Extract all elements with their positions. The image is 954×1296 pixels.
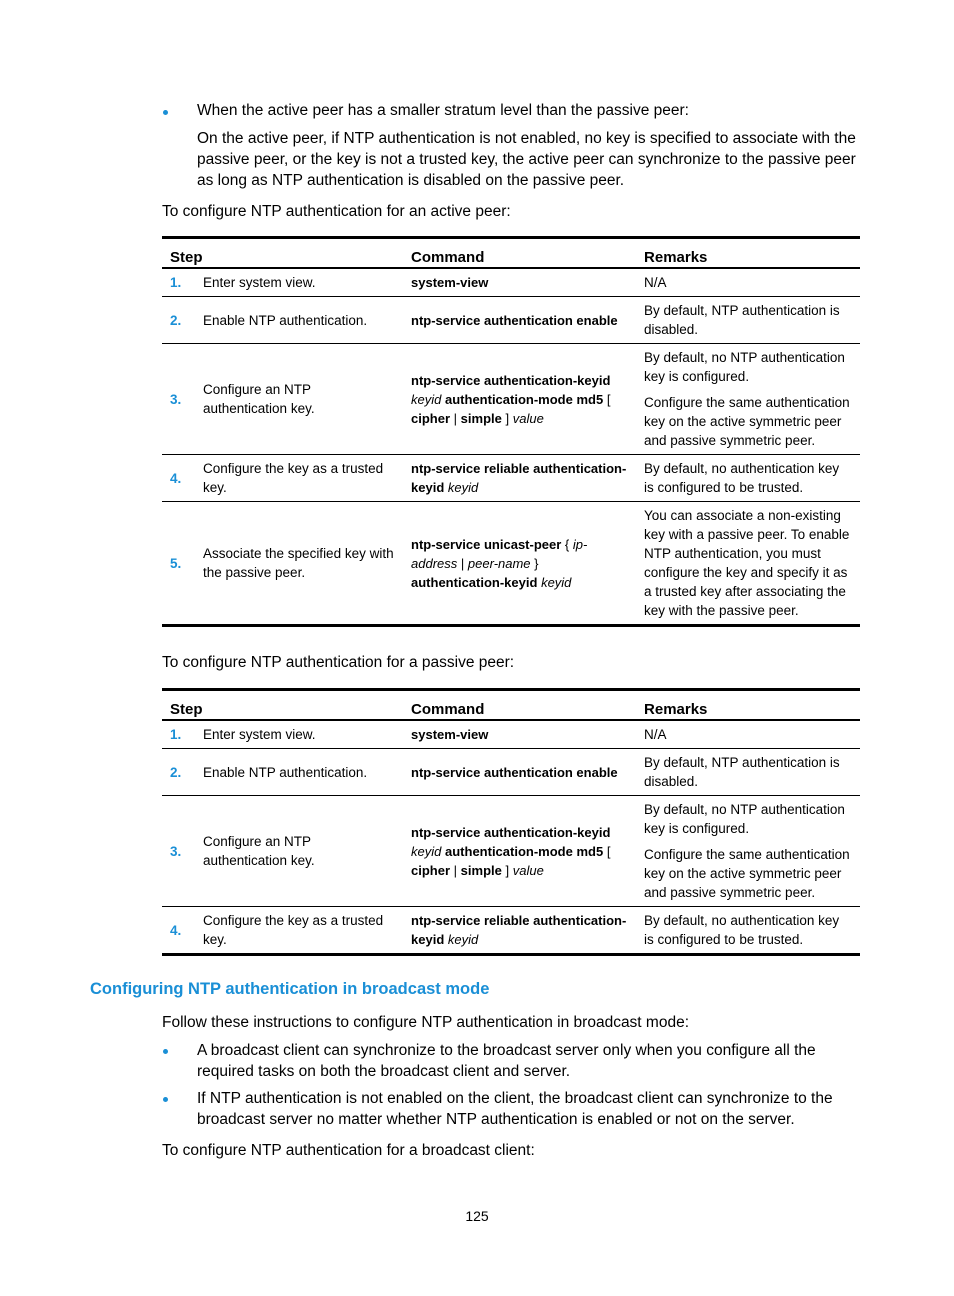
command-cell <box>403 720 636 749</box>
command-token: [ <box>606 391 611 407</box>
remarks-cell <box>636 344 860 455</box>
command-token: value <box>512 410 544 426</box>
remark-text: By default, NTP authentication is disabled. <box>644 755 840 789</box>
step-number: 2. <box>170 764 182 780</box>
step-number-cell <box>162 268 195 297</box>
command-token: system-view <box>411 727 489 742</box>
command-token: authentication-keyid <box>411 913 627 947</box>
command-token: ntp-service authentication enable <box>411 312 618 328</box>
step-number: 2. <box>170 312 182 328</box>
command-token: [ <box>606 843 611 859</box>
command-cell <box>403 796 636 907</box>
command-token: | <box>453 862 458 878</box>
step-header: Step <box>162 690 403 721</box>
command-token: ] <box>505 410 510 426</box>
command-token: simple <box>460 410 502 426</box>
command-token: simple <box>460 862 502 878</box>
remark-text: By default, NTP authentication is disabled. <box>644 303 840 337</box>
table-row <box>162 344 860 455</box>
remark-text: You can associate a non-existing key with a passive peer. To enable NTP authentication, you must configure the key and specify it as a trusted key after associating the key with the passive peer. <box>644 508 850 618</box>
table-row <box>162 907 860 955</box>
command-token: authentication-mode md5 <box>445 843 604 859</box>
command-token: authentication-keyid <box>411 574 538 590</box>
section-heading: Configuring NTP authentication in broadcast mode <box>90 980 490 998</box>
bullet-icon <box>163 1097 168 1102</box>
command-cell <box>403 907 636 955</box>
remark-text: By default, no NTP authentication key is configured. <box>644 802 845 836</box>
command-cell <box>403 297 636 344</box>
remarks-cell <box>636 720 860 749</box>
step-description: Configure an NTP authentication key. <box>195 344 403 455</box>
step-description: Configure an NTP authentication key. <box>195 796 403 907</box>
command-token: authentication-mode md5 <box>445 391 604 407</box>
step-number-cell <box>162 344 195 455</box>
command-token: ntp-service authentication-keyid <box>411 372 611 388</box>
bullet-text: When the active peer has a smaller stratum level than the passive peer: <box>197 102 689 119</box>
step-header: Step <box>162 238 403 269</box>
command-token: cipher <box>411 862 451 878</box>
step-number-cell <box>162 502 195 626</box>
table-row <box>162 796 860 907</box>
command-cell <box>403 502 636 626</box>
command-token: ntp-service authentication enable <box>411 764 618 780</box>
passive-peer-table <box>162 688 860 956</box>
step-number: 4. <box>170 922 182 938</box>
remark-text: N/A <box>644 727 667 742</box>
command-cell <box>403 455 636 502</box>
command-cell <box>403 749 636 796</box>
section-intro: Follow these instructions to configure NTP authentication in broadcast mode: <box>162 1014 689 1031</box>
command-cell <box>403 268 636 297</box>
table-header-row <box>162 690 860 721</box>
command-token: value <box>512 862 544 878</box>
command-token: ip-address <box>411 536 588 571</box>
step-number: 3. <box>170 843 182 859</box>
command-token: ntp-service reliable <box>411 913 530 928</box>
step-description: Enter system view. <box>195 720 403 749</box>
command-token: keyid <box>411 843 442 859</box>
command-token: ntp-service reliable <box>411 461 530 476</box>
broadcast-client-lead: To configure NTP authentication for a broadcast client: <box>162 1142 535 1159</box>
table-header-row <box>162 238 860 269</box>
remark-text: By default, no authentication key is configured to be trusted. <box>644 913 840 947</box>
command-token: authentication-keyid <box>411 461 627 495</box>
remarks-cell <box>636 749 860 796</box>
command-token: system-view <box>411 275 489 290</box>
step-number-cell <box>162 907 195 955</box>
remark-text: By default, no NTP authentication key is configured. <box>644 350 845 384</box>
step-description: Configure the key as a trusted key. <box>195 455 403 502</box>
table-row <box>162 502 860 626</box>
command-token: keyid <box>541 574 572 590</box>
step-number: 5. <box>170 555 182 571</box>
step-number: 4. <box>170 470 182 486</box>
remark-text: Configure the same authentication key on the active symmetric peer and passive symmetric peer. <box>644 847 850 900</box>
step-number-cell <box>162 455 195 502</box>
remark-text: N/A <box>644 275 667 290</box>
command-token: } <box>534 555 539 571</box>
remarks-header: Remarks <box>636 238 860 269</box>
bullet-text: A broadcast client can synchronize to the broadcast server only when you configure all the required tasks on both the broadcast client and server. <box>197 1042 816 1080</box>
step-number: 3. <box>170 391 182 407</box>
remark-text: Configure the same authentication key on the active symmetric peer and passive symmetric peer. <box>644 395 850 448</box>
command-token: ntp-service authentication-keyid <box>411 824 611 840</box>
step-number: 1. <box>170 727 182 742</box>
active-peer-lead: To configure NTP authentication for an active peer: <box>162 203 511 220</box>
step-description: Enable NTP authentication. <box>195 749 403 796</box>
step-number-cell <box>162 796 195 907</box>
table-row <box>162 455 860 502</box>
remarks-cell <box>636 268 860 297</box>
step-description: Associate the specified key with the passive peer. <box>203 546 394 580</box>
command-token: keyid <box>447 932 479 947</box>
command-token: ntp-service unicast-peer <box>411 536 562 552</box>
remarks-header: Remarks <box>636 690 860 721</box>
remarks-cell <box>636 796 860 907</box>
table-row <box>162 749 860 796</box>
bullet-paragraph: On the active peer, if NTP authentication is not enabled, no key is specified to associate with the passive peer, or the key is not a trusted key, the active peer can synchronize to the passive peer as long as NTP authentication is disabled on the passive peer. <box>197 130 856 189</box>
step-number-cell <box>162 749 195 796</box>
remarks-cell <box>636 907 860 955</box>
step-number-cell <box>162 720 195 749</box>
passive-peer-lead: To configure NTP authentication for a passive peer: <box>162 654 515 671</box>
bullet-text: If NTP authentication is not enabled on the client, the broadcast client can synchronize to the broadcast server no matter whether NTP authentication is enabled or not on the server. <box>197 1090 833 1128</box>
command-token: | <box>460 555 465 571</box>
table-row <box>162 297 860 344</box>
command-header: Command <box>403 690 636 721</box>
command-token: peer-name <box>467 555 531 571</box>
active-peer-table <box>162 236 860 627</box>
bullet-icon <box>163 1049 168 1054</box>
command-cell <box>403 344 636 455</box>
command-token: keyid <box>411 391 442 407</box>
command-token: | <box>453 410 458 426</box>
table-row <box>162 268 860 297</box>
command-token: { <box>564 536 570 552</box>
command-header: Command <box>403 238 636 269</box>
step-description: Enter system view. <box>195 268 403 297</box>
command-token: keyid <box>447 480 479 495</box>
remarks-cell <box>636 455 860 502</box>
remarks-cell <box>636 297 860 344</box>
step-description: Enable NTP authentication. <box>195 297 403 344</box>
command-token: cipher <box>411 410 451 426</box>
step-number: 1. <box>170 275 182 290</box>
remarks-cell <box>636 502 860 626</box>
table-row <box>162 720 860 749</box>
page-number: 125 <box>465 1208 489 1224</box>
remark-text: By default, no authentication key is configured to be trusted. <box>644 461 840 495</box>
step-number-cell <box>162 297 195 344</box>
step-description: Configure the key as a trusted key. <box>203 913 384 947</box>
command-token: ] <box>505 862 510 878</box>
bullet-icon <box>163 110 168 115</box>
